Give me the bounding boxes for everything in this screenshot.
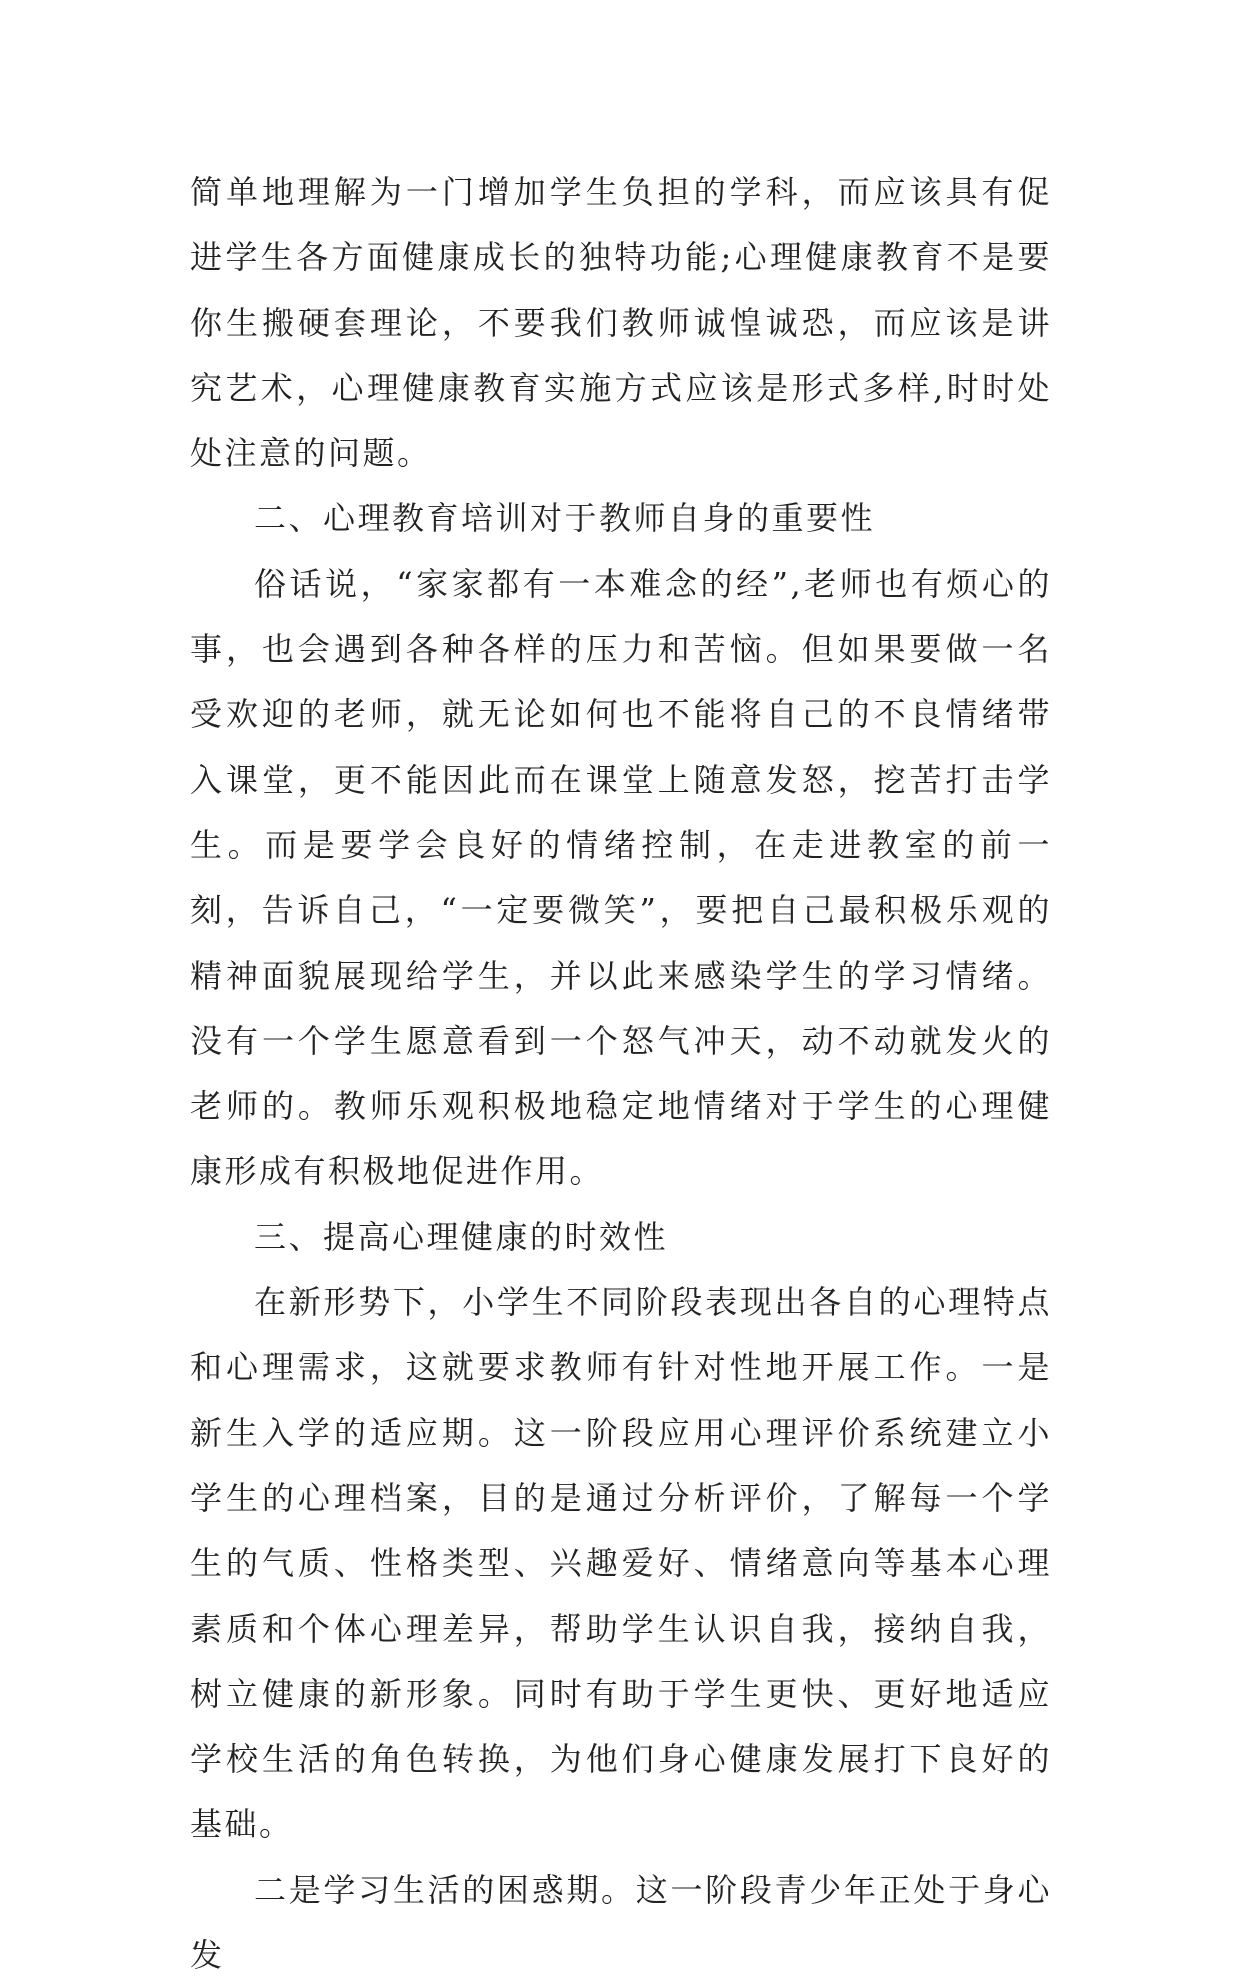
section-heading-2: 二、心理教育培训对于教师自身的重要性: [254, 499, 876, 538]
paragraph-confusion-period: 二是学习生活的困惑期。这一阶段青少年正处于身心发: [190, 1870, 1052, 1975]
document-body: [190, 160, 1052, 1988]
paragraph-teacher-emotion: 俗话说，“家家都有一本难念的经”,老师也有烦心的事，也会遇到各种各样的压力和苦恼。但如果要做一名受欢迎的老师，就无论如何也不能将自己的不良情绪带入课堂，更不能因此而在课堂上随意发怒，挖苦打击学生。而是要学会良好的情绪控制，在走进教室的前一刻，告诉自己，“一定要微笑”，要把自己最积极乐观的精神面貌展现给学生，并以此来感染学生的学习情绪。没有一个学生愿意看到一个怒气冲天，动不动就发火的老师的。教师乐观积极地稳定地情绪对于学生的心理健康形成有积极地促进作用。: [190, 564, 1052, 1191]
paragraph-new-situation: 在新形势下，小学生不同阶段表现出各自的心理特点和心理需求，这就要求教师有针对性地开展工作。一是新生入学的适应期。这一阶段应用心理评价系统建立小学生的心理档案，目的是通过分析评价，了解每一个学生的气质、性格类型、兴趣爱好、情绪意向等基本心理素质和个体心理差异，帮助学生认识自我，接纳自我，树立健康的新形象。同时有助于学生更快、更好地适应学校生活的角色转换，为他们身心健康发展打下良好的基础。: [190, 1283, 1052, 1844]
section-heading-3: 三、提高心理健康的时效性: [254, 1217, 669, 1256]
paragraph-continuation: 简单地理解为一门增加学生负担的学科，而应该具有促进学生各方面健康成长的独特功能;心理健康教育不是要你生搬硬套理论，不要我们教师诚惶诚恐，而应该是讲究艺术，心理健康教育实施方式应该是形式多样,时时处处注意的问题。: [190, 173, 1052, 473]
